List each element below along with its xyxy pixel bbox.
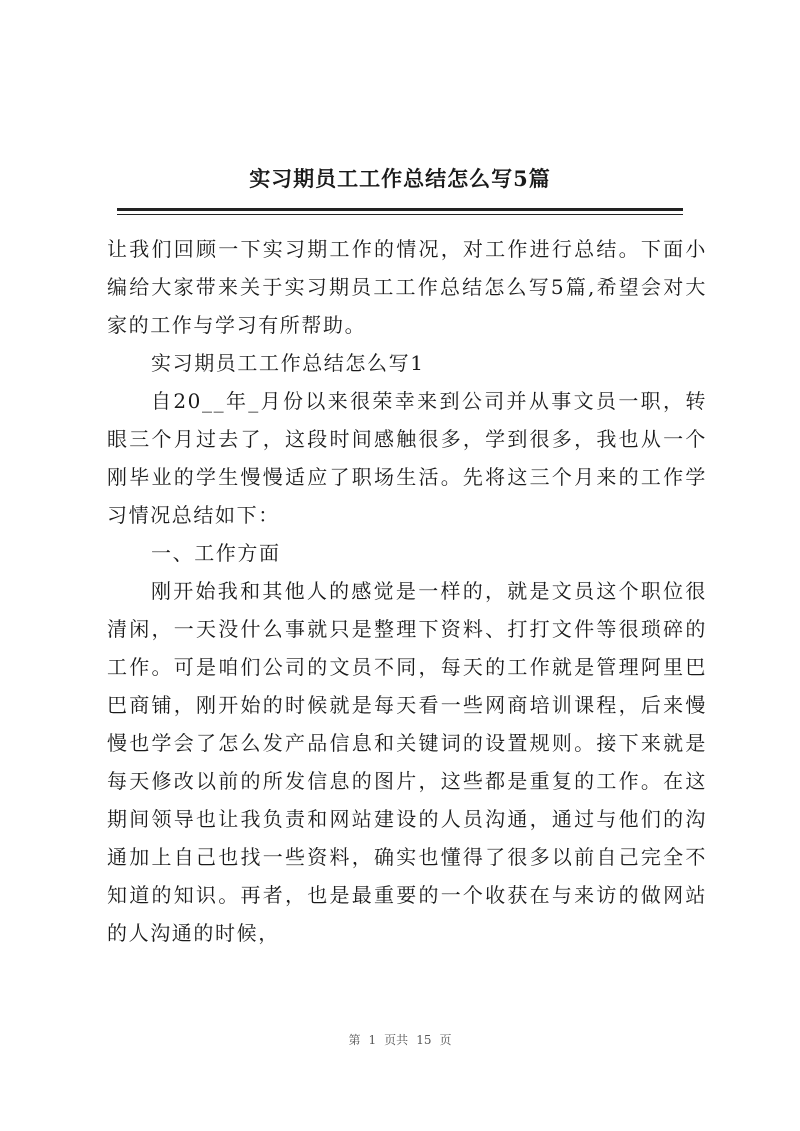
footer-page-number: 1 (368, 1033, 377, 1047)
title-rule-thick (117, 208, 683, 211)
footer-page-label: 第 (348, 1033, 361, 1047)
subsection-heading: 一、工作方面 (151, 541, 281, 565)
footer-total-pages: 15 (416, 1033, 432, 1047)
body-paragraph: 自20__年_月份以来很荣幸来到公司并从事文员一职，转眼三个月过去了，这段时间感触很多，学到很多，我也从一个刚毕业的学生慢慢适应了职场生活。先将这三个月来的工作学习情况总结如下： (107, 389, 707, 527)
page-footer (0, 1031, 800, 1048)
section-heading: 实习期员工工作总结怎么写1 (151, 351, 425, 375)
title-rule-thin (117, 214, 683, 215)
document-body (107, 230, 707, 952)
body-paragraph: 刚开始我和其他人的感觉是一样的，就是文员这个职位很清闲，一天没什么事就只是整理下资料、打打文件等很琐碎的工作。可是咱们公司的文员不同，每天的工作就是管理阿里巴巴商铺，刚开始的时候就是每天看一些网商培训课程，后来慢慢也学会了怎么发产品信息和关键词的设置规则。接下来就是每天修改以前的所发信息的图片，这些都是重复的工作。在这期间领导也让我负责和网站建设的人员沟通，通过与他们的沟通加上自己也找一些资料，确实也懂得了很多以前自己完全不知道的知识。再者，也是最重要的一个收获在与来访的做网站的人沟通的时候， (107, 579, 707, 945)
footer-end-label: 页 (439, 1033, 452, 1047)
intro-paragraph: 让我们回顾一下实习期工作的情况，对工作进行总结。下面小编给大家带来关于实习期员工工作总结怎么写5篇,希望会对大家的工作与学习有所帮助。 (107, 237, 707, 337)
footer-total-label: 页共 (384, 1033, 409, 1047)
document-title: 实习期员工工作总结怎么写5篇 (249, 166, 551, 191)
